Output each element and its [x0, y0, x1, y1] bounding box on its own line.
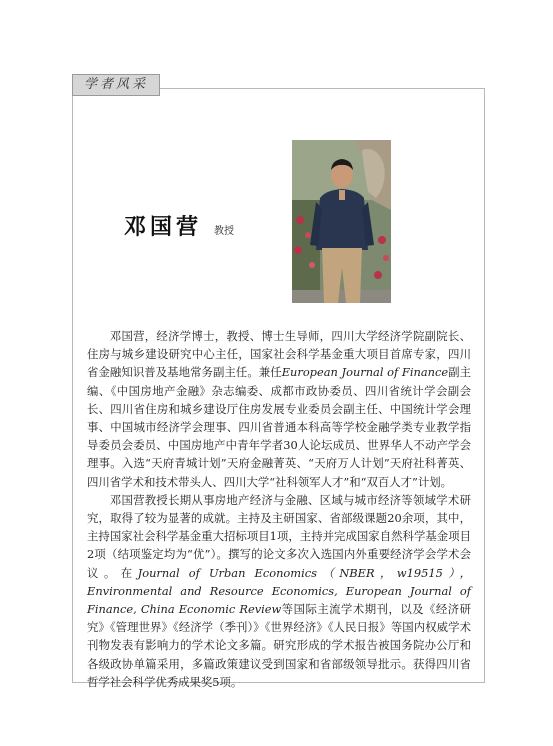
bio-p1-text-a: 邓国营，经济学博士，教授、博士生导师，四川大学经济学院副院长、住房与城乡建设研究中心主任，国家社会科学基金重大项目首席专家，四川省金融知识普及基地常务副主任。兼任 [87, 329, 471, 380]
name-block [124, 210, 234, 241]
bio-paragraph-1 [87, 327, 471, 491]
person-title: 教授 [214, 226, 235, 237]
person-name: 邓国营 [124, 215, 203, 240]
section-label: 学者风采 [72, 74, 160, 96]
bio-p2-text-b: 等国际主流学术期刊，以及《经济研究》《管理世界》《经济学（季刊）》《世界经济》《人民日报》等国内权威学术刊物发表有影响力的学术论文多篇。研究形成的学术报告被国务院办公厅和各级政协单篇采用，多篇政策建议受到国家和省部级领导批示。获得四川省哲学社会科学优秀成果奖5项。 [87, 602, 471, 689]
bio-p1-journal: European Journal of Finance [281, 365, 449, 380]
biography [87, 327, 471, 691]
profile-photo [292, 140, 391, 303]
bio-p2-journals: Journal of Urban Economics（NBER，w19515），Environmental and Resource Economics, European Journal of Finance, China Economic Review [87, 565, 471, 617]
bio-paragraph-2 [87, 491, 471, 691]
bio-p2-text-a: 邓国营教授长期从事房地产经济与金融、区域与城市经济等领域学术研究，取得了较为显著的成就。主持及主研国家、省部级课题20余项，其中，主持国家社会科学基金重大招标项目1项，主持并完成国家自然科学基金项目2项（结项鉴定均为“优”）。撰写的论文多次入选国内外重要经济学会学术会议。在 [87, 492, 471, 580]
bio-p1-text-b: 副主编、《中国房地产金融》杂志编委、成都市政协委员、四川省统计学会副会长、四川省住房和城乡建设厅住房发展专业委员会副主任、中国统计学会理事、中国城市经济学会理事、四川省普通本科高等学校金融学类专业教学指导委员会委员、中国房地产中青年学者30人论坛成员、世界华人不动产学会理事。入选“天府青城计划”天府金融菁英、“天府万人计划”天府社科菁英、四川省学术和技术带头人、四川大学“社科领军人才”和“双百人才”计划。 [87, 365, 471, 489]
